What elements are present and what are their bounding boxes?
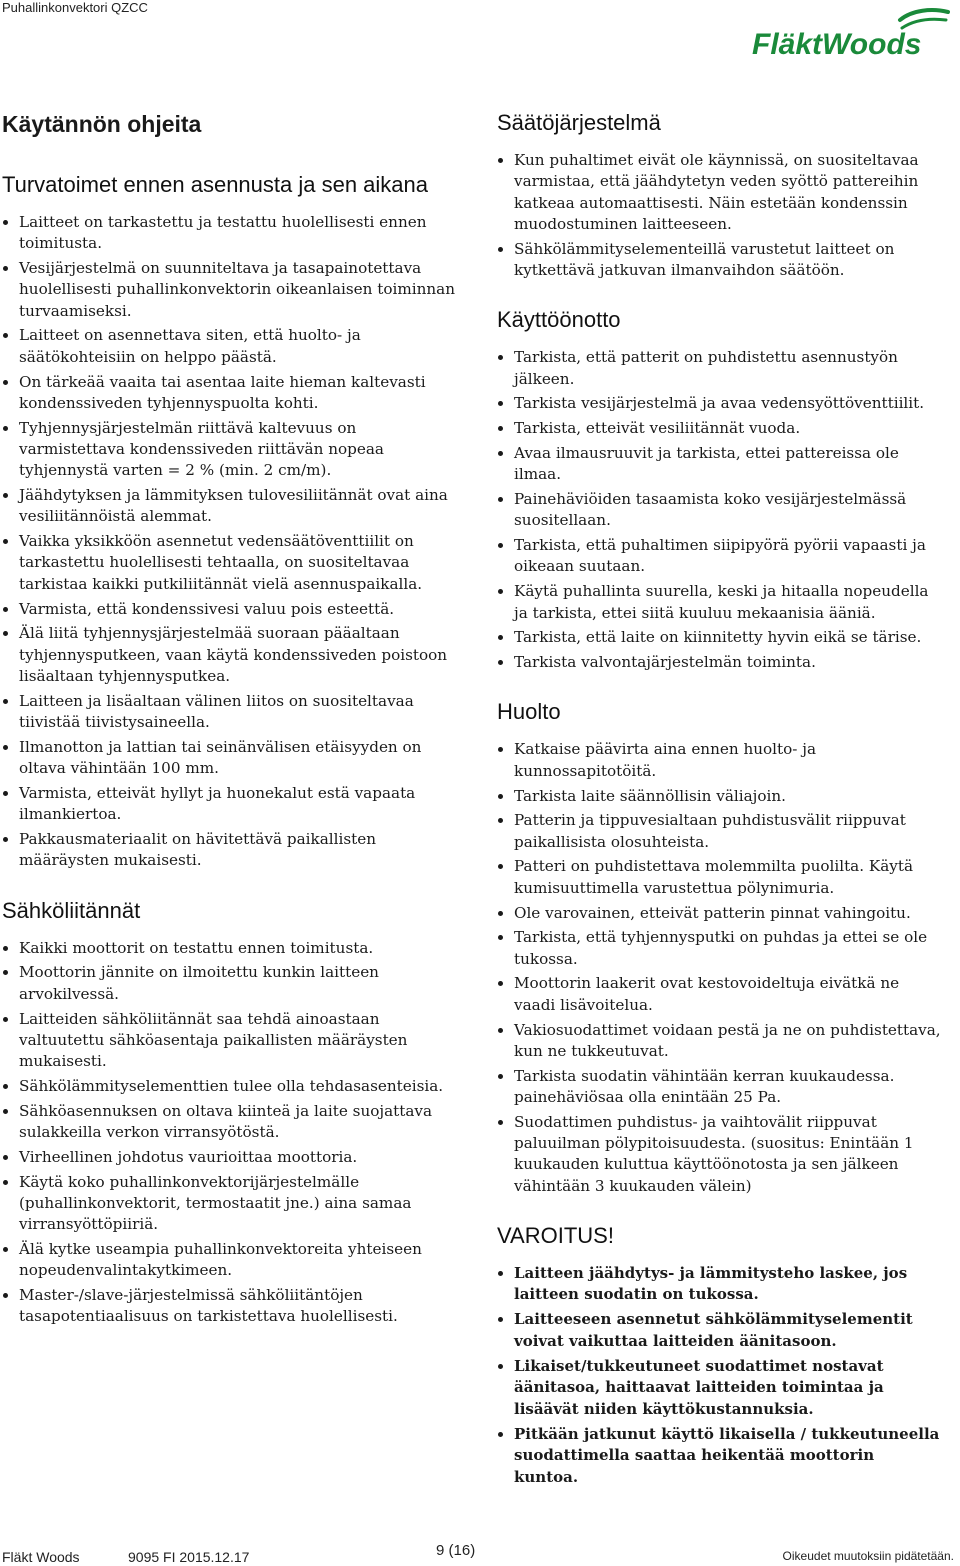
safety-list <box>2 212 464 872</box>
list-item: Tarkista, että tyhjennysputki on puhdas ja ettei se ole tukossa. <box>497 927 942 970</box>
list-item: Patteri on puhdistettava molemmilta puolilta. Käytä kumisuuttimella varustettua pölynimuria. <box>497 856 942 899</box>
section-heading: Sähköliitännät <box>2 897 141 923</box>
section-heading: Käyttöönotto <box>497 307 621 333</box>
footer-company: Fläkt Woods <box>2 1549 80 1565</box>
list-item: Älä liitä tyhjennysjärjestelmää suoraan pääaltaan tyhjennysputkeen, vaan käytä kondenssiveden poistoon lisäaltaan tyhjennysputkea. <box>2 623 464 687</box>
list-item: Käytä puhallinta suurella, keski ja hitaalla nopeudella ja tarkista, ettei siitä kuuluu mekaanisia ääniä. <box>497 581 942 624</box>
list-item: Älä kytke useampia puhallinkonvektoreita yhteiseen nopeudenvalintakytkimeen. <box>2 1239 464 1282</box>
list-item: Laitteet on asennettava siten, että huolto- ja säätökohteisiin on helppo päästä. <box>2 325 464 368</box>
list-item: On tärkeää vaaita tai asentaa laite hieman kaltevasti kondenssiveden tyhjennyspuolta kohti. <box>2 372 464 415</box>
list-item: Varmista, etteivät hyllyt ja huonekalut estä vapaata ilmankiertoa. <box>2 783 464 826</box>
section-control-system <box>497 108 942 281</box>
list-item: Pakkausmateriaalit on hävitettävä paikallisten määräysten mukaisesti. <box>2 829 464 872</box>
list-item: Laitteen jäähdytys- ja lämmitysteho laskee, jos laitteen suodatin on tukossa. <box>497 1263 942 1306</box>
list-item: Tyhjennysjärjestelmän riittävä kaltevuus on varmistettava kondenssiveden riittävän nopeaa tyhjennystä varten = 2 % (min. 2 cm/m). <box>2 418 464 482</box>
list-item: Likaiset/tukkeutuneet suodattimet nostavat äänitasoa, haittaavat laitteiden toimintaa ja lisäävät niiden käyttökustannuksia. <box>497 1356 942 1420</box>
list-item: Ole varovainen, etteivät patterin pinnat vahingoitu. <box>497 903 942 924</box>
list-item: Kaikki moottorit on testattu ennen toimitusta. <box>2 938 464 959</box>
list-item: Suodattimen puhdistus- ja vaihtovälit riippuvat paluuilman pölypitoisuudesta. (suositus: Enintään 1 kuukauden kuluttua käyttöönotosta ja sen jälkeen vähintään 3 kuukauden välein) <box>497 1112 942 1197</box>
section-commissioning <box>497 305 942 673</box>
list-item: Vakiosuodattimet voidaan pestä ja ne on puhdistettava, kun ne tukkeutuvat. <box>497 1020 942 1063</box>
electrical-list <box>2 938 464 1328</box>
right-column <box>497 108 942 1512</box>
list-item: Laitteet on tarkastettu ja testattu huolellisesti ennen toimitusta. <box>2 212 464 255</box>
page-footer <box>0 1544 960 1566</box>
left-column <box>2 108 464 1352</box>
section-electrical <box>2 896 464 1328</box>
header-product-name: Puhallinkonvektori QZCC <box>2 0 148 15</box>
list-item: Tarkista, että laite on kiinnitetty hyvin eikä se tärise. <box>497 627 942 648</box>
list-item: Tarkista suodatin vähintään kerran kuukaudessa. painehäviösaa olla enintään 25 Pa. <box>497 1066 942 1109</box>
warning-list <box>497 1263 942 1488</box>
control-list <box>497 150 942 281</box>
list-item: Varmista, että kondenssivesi valuu pois esteettä. <box>2 599 464 620</box>
list-item: Sähkölämmityselementeillä varustetut laitteet on kytkettävä jatkuvan ilmanvaihdon säätöön. <box>497 239 942 282</box>
flaktwoods-logo <box>752 6 952 72</box>
list-item: Tarkista valvontajärjestelmän toiminta. <box>497 652 942 673</box>
list-item: Vaikka yksikköön asennetut vedensäätöventtiilit on tarkastettu huolellisesti tehtaalla, on suositeltavaa tarkistaa kaikki putkiliitännät vielä asennuspaikalla. <box>2 531 464 595</box>
list-item: Moottorin laakerit ovat kestovoideltuja eivätkä ne vaadi lisävoitelua. <box>497 973 942 1016</box>
list-item: Avaa ilmausruuvit ja tarkista, ettei pattereissa ole ilmaa. <box>497 443 942 486</box>
page-title: Käytännön ohjeita <box>2 111 202 137</box>
svg-text:FläktWoods: FläktWoods <box>752 28 922 61</box>
maintenance-list <box>497 739 942 1196</box>
list-item: Laitteen ja lisäaltaan välinen liitos on suositeltavaa tiivistää tiivistysaineella. <box>2 691 464 734</box>
section-heading: Huolto <box>497 699 561 725</box>
list-item: Tarkista, etteivät vesiliitännät vuoda. <box>497 418 942 439</box>
list-item: Tarkista, että puhaltimen siipipyörä pyörii vapaasti ja oikeaan suutaan. <box>497 535 942 578</box>
list-item: Moottorin jännite on ilmoitettu kunkin laitteen arvokilvessä. <box>2 962 464 1005</box>
list-item: Master-/slave-järjestelmissä sähköliitäntöjen tasapotentiaalisuus on tarkistettava huolellisesti. <box>2 1285 464 1328</box>
list-item: Tarkista vesijärjestelmä ja avaa vedensyöttöventtiilit. <box>497 393 942 414</box>
list-item: Vesijärjestelmä on suunniteltava ja tasapainotettava huolellisesti puhallinkonvektorin oikeanlaisen toiminnan turvaamiseksi. <box>2 258 464 322</box>
list-item: Kun puhaltimet eivät ole käynnissä, on suositeltavaa varmistaa, että jäähdytetyn veden syöttö pattereihin katkeaa automaattisesti. Näin estetään kondenssin muodostuminen laitteeseen. <box>497 150 942 235</box>
list-item: Jäähdytyksen ja lämmityksen tulovesiliitännät ovat aina vesiliitännöistä alemmat. <box>2 485 464 528</box>
list-item: Sähkölämmityselementtien tulee olla tehdasasenteisia. <box>2 1076 464 1097</box>
section-safety <box>2 170 464 872</box>
section-heading: Turvatoimet ennen asennusta ja sen aikana <box>2 172 429 197</box>
list-item: Virheellinen johdotus vaurioittaa moottoria. <box>2 1147 464 1168</box>
section-warning <box>497 1221 942 1488</box>
list-item: Laitteiden sähköliitännät saa tehdä ainoastaan valtuutettu sähköasentaja paikallisten määräysten mukaisesti. <box>2 1009 464 1073</box>
section-maintenance <box>497 697 942 1196</box>
warning-heading: VAROITUS! <box>497 1222 614 1248</box>
list-item: Tarkista laite säännöllisin väliajoin. <box>497 786 942 807</box>
footer-document-id: 9095 FI 2015.12.17 <box>128 1549 250 1565</box>
commissioning-list <box>497 347 942 673</box>
list-item: Ilmanotton ja lattian tai seinänvälisen etäisyyden on oltava vähintään 100 mm. <box>2 737 464 780</box>
footer-page-number: 9 (16) <box>436 1542 476 1559</box>
list-item: Painehäviöiden tasaamista koko vesijärjestelmässä suositellaan. <box>497 489 942 532</box>
list-item: Käytä koko puhallinkonvektorijärjestelmälle (puhallinkonvektorit, termostaatit jne.) aina samaa virransyöttöpiiriä. <box>2 1172 464 1236</box>
list-item: Patterin ja tippuvesialtaan puhdistusvälit riippuvat paikallisista olosuhteista. <box>497 810 942 853</box>
list-item: Katkaise päävirta aina ennen huolto- ja kunnossapitotöitä. <box>497 739 942 782</box>
list-item: Laitteeseen asennetut sähkölämmityselementit voivat vaikuttaa laitteiden äänitasoon. <box>497 1309 942 1352</box>
section-heading: Säätöjärjestelmä <box>497 110 661 135</box>
list-item: Pitkään jatkunut käyttö likaisella / tukkeutuneella suodattimella saattaa heikentää moottorin kuntoa. <box>497 1424 942 1488</box>
footer-rights-notice: Oikeudet muutoksiin pidätetään. <box>782 1549 954 1563</box>
list-item: Tarkista, että patterit on puhdistettu asennustyön jälkeen. <box>497 347 942 390</box>
list-item: Sähköasennuksen on oltava kiinteä ja laite suojattava sulakkeilla verkon virransyötöstä. <box>2 1101 464 1144</box>
